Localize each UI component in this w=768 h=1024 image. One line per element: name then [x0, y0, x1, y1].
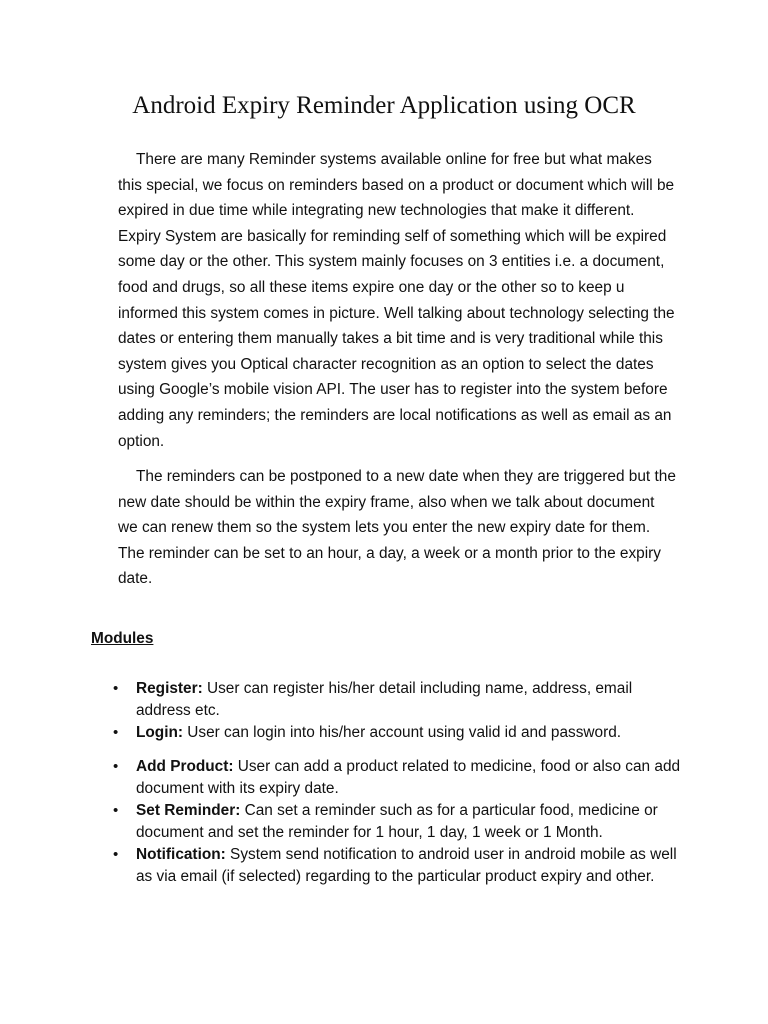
- list-item: [91, 844, 691, 888]
- modules-heading: Modules: [91, 630, 154, 647]
- paragraph-text: The reminders can be postponed to a new date when they are triggered but the new date should be within the expiry frame, also when we talk about document we can renew them so the system lets you enter the new expiry date for them. The reminder can be set to an hour, a day, a week or a month prior to the expiry date.: [118, 468, 676, 588]
- bullet-icon: •: [113, 680, 119, 697]
- document-title: Android Expiry Reminder Application using OCR: [132, 92, 636, 119]
- bullet-icon: •: [113, 802, 119, 819]
- paragraph-text: There are many Reminder systems available online for free but what makes this special, we focus on reminders based on a product or document which will be expired in due time while integrating new technologies that make it different. Expiry System are basically for reminding self of something which will be expired some day or the other. This system mainly focuses on 3 entities i.e. a document, food and drugs, so all these items expire one day or the other so to keep u informed this system comes in picture. Well talking about technology selecting the dates or entering them manually takes a bit time and is very traditional while this system gives you Optical character recognition as an option to select the dates using Google’s mobile vision API. The user has to register into the system before adding any reminders; the reminders are local notifications as well as email as an option.: [118, 151, 675, 450]
- paragraph-reminders: [118, 464, 678, 592]
- module-term: Register:: [136, 680, 203, 697]
- module-description: User can register his/her detail including name, address, email address etc.: [136, 680, 633, 719]
- list-item: [91, 800, 691, 844]
- module-term: Notification:: [136, 846, 226, 863]
- module-description: Can set a reminder such as for a particular food, medicine or document and set the reminder for 1 hour, 1 day, 1 week or 1 Month.: [136, 802, 658, 841]
- module-description: User can add a product related to medicine, food or also can add document with its expiry date.: [136, 758, 681, 797]
- bullet-icon: •: [113, 724, 119, 741]
- bullet-icon: •: [113, 758, 119, 775]
- list-item: [91, 756, 691, 800]
- module-description: User can login into his/her account using valid id and password.: [183, 724, 622, 741]
- list-item: [91, 722, 691, 744]
- module-term: Login:: [136, 724, 184, 741]
- list-item: [91, 678, 691, 722]
- module-term: Set Reminder:: [136, 802, 241, 819]
- module-term: Add Product:: [136, 758, 234, 775]
- bullet-icon: •: [113, 846, 119, 863]
- paragraph-intro: [118, 147, 678, 454]
- modules-list: [91, 678, 691, 888]
- module-description: System send notification to android user in android mobile as well as via email (if selected) regarding to the particular product expiry and other.: [136, 846, 677, 885]
